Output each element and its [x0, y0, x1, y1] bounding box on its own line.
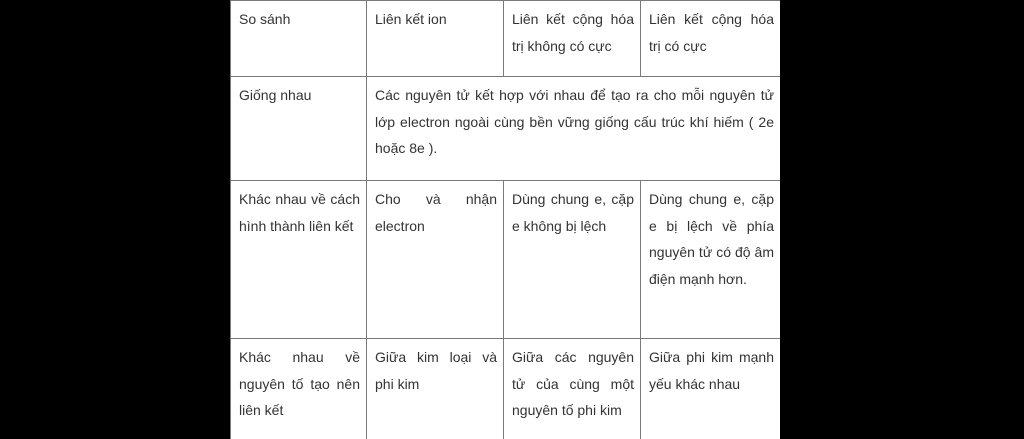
- header-cell-ionic: Liên kết ion: [367, 1, 504, 77]
- header-cell-polar: Liên kết cộng hóa trị có cực: [641, 1, 781, 77]
- table-row: [231, 77, 781, 181]
- table-header-row: [231, 1, 781, 77]
- cell-formation-nonpolar: Dùng chung e, cặp e không bị lệch: [504, 181, 641, 339]
- table-row: [231, 339, 781, 439]
- cell-elements-ionic: Giữa kim loại và phi kim: [367, 339, 504, 439]
- row-label-similarity: Giống nhau: [231, 77, 367, 181]
- row-label-elements: Khác nhau về nguyên tố tạo nên liên kết: [231, 339, 367, 439]
- comparison-table: [230, 0, 780, 439]
- header-cell-nonpolar: Liên kết cộng hóa trị không có cực: [504, 1, 641, 77]
- cell-similarity-merged: Các nguyên tử kết hợp với nhau để tạo ra cho mỗi nguyên tử lớp electron ngoài cùng bền vững giống cấu trúc khí hiếm ( 2e hoặc 8e ).: [367, 77, 781, 181]
- header-cell-compare: So sánh: [231, 1, 367, 77]
- cell-formation-polar: Dùng chung e, cặp e bị lệch về phía nguyên tử có độ âm điện mạnh hơn.: [641, 181, 781, 339]
- table-row: [231, 181, 781, 339]
- row-label-formation: Khác nhau về cách hình thành liên kết: [231, 181, 367, 339]
- cell-formation-ionic: Cho và nhận electron: [367, 181, 504, 339]
- cell-elements-polar: Giữa phi kim mạnh yếu khác nhau: [641, 339, 781, 439]
- cell-elements-nonpolar: Giữa các nguyên tử của cùng một nguyên tố phi kim: [504, 339, 641, 439]
- document-panel: [230, 0, 780, 439]
